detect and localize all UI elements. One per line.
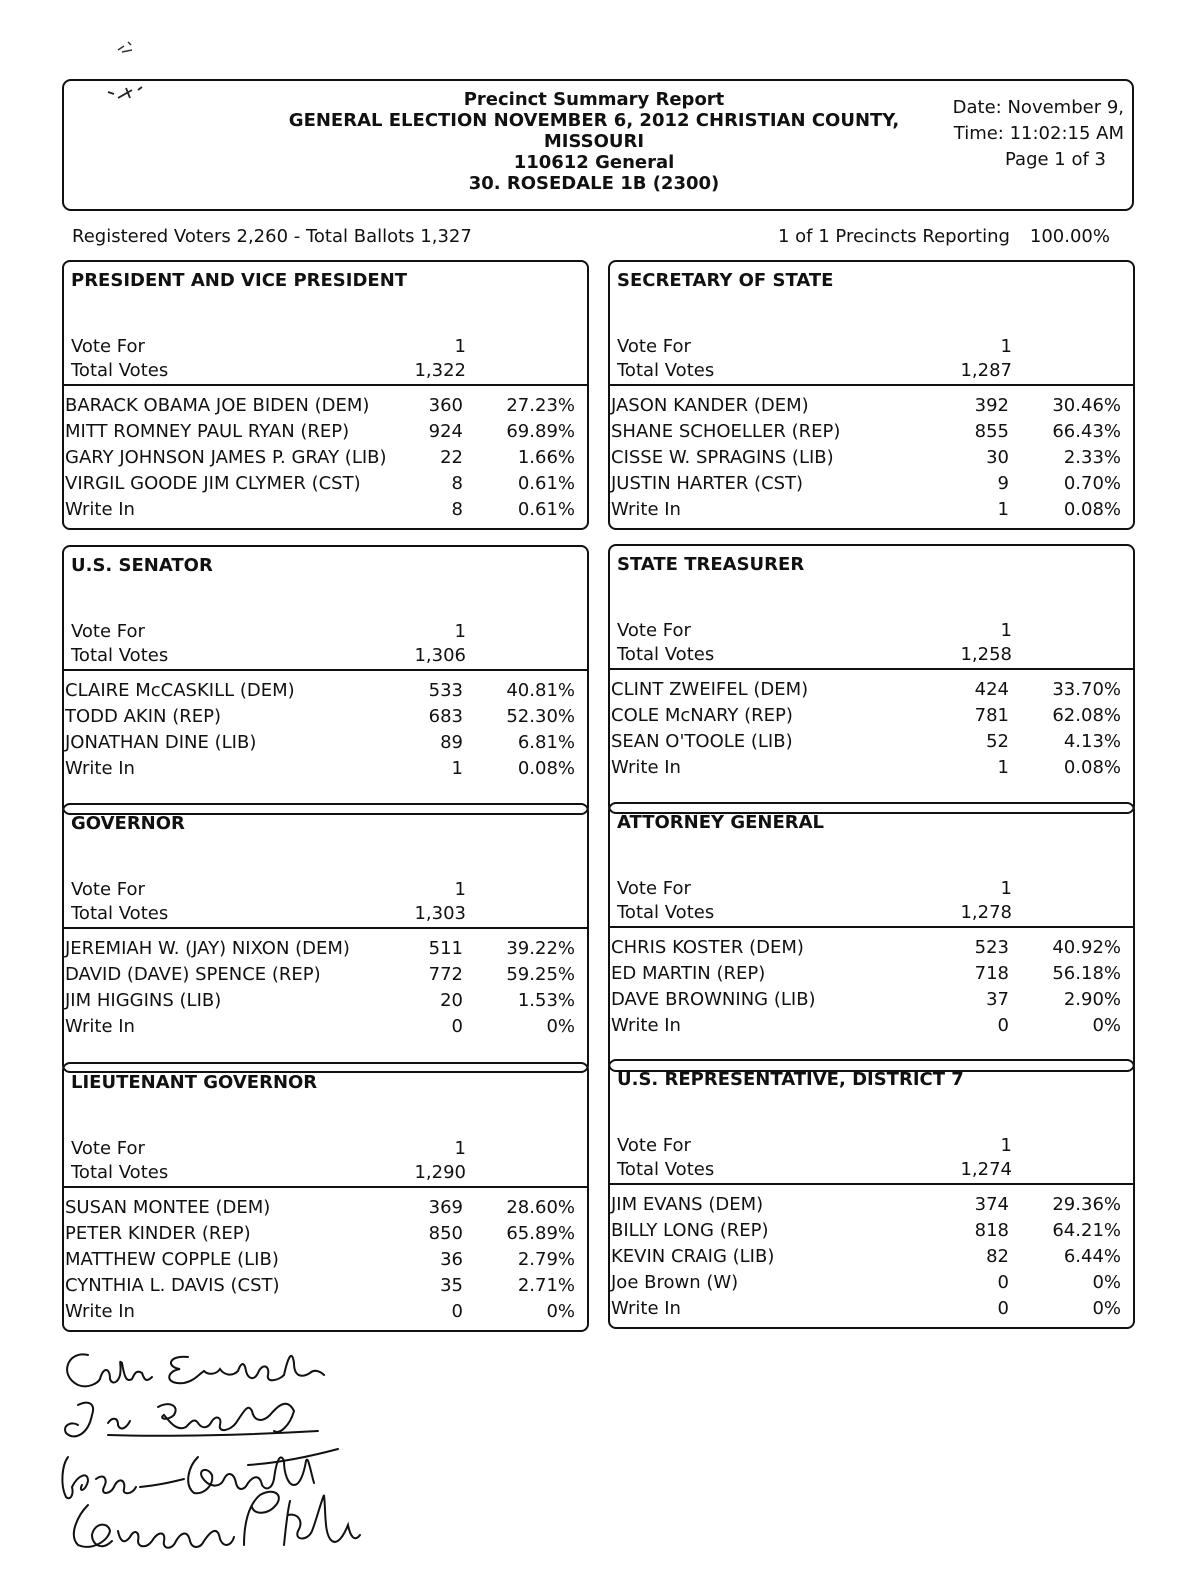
candidate-pct: 64.21% xyxy=(1052,1220,1121,1241)
candidate-name: Write In xyxy=(611,499,681,520)
race-meta xyxy=(71,878,571,926)
candidate-row xyxy=(65,393,587,419)
candidate-votes: 369 xyxy=(428,1197,463,1218)
candidate-votes: 850 xyxy=(428,1223,463,1244)
vote-for-value: 1 xyxy=(1000,620,1012,641)
total-votes-value: 1,278 xyxy=(960,902,1012,923)
candidate-name: CYNTHIA L. DAVIS (CST) xyxy=(65,1275,280,1296)
candidate-votes: 924 xyxy=(428,421,463,442)
vote-for-row xyxy=(617,877,1117,901)
race-meta xyxy=(71,335,571,383)
race-box xyxy=(608,544,1135,814)
candidate-name: Write In xyxy=(65,499,135,520)
candidate-pct: 56.18% xyxy=(1052,963,1121,984)
race-box xyxy=(62,545,589,815)
candidate-row xyxy=(65,988,587,1014)
race-meta xyxy=(617,877,1117,925)
total-votes-label: Total Votes xyxy=(617,1159,715,1180)
race-divider xyxy=(64,384,587,386)
total-votes-label: Total Votes xyxy=(71,360,169,381)
candidate-pct: 6.44% xyxy=(1063,1246,1121,1267)
candidate-name: JONATHAN DINE (LIB) xyxy=(65,732,257,753)
candidate-name: Write In xyxy=(65,758,135,779)
candidate-pct: 33.70% xyxy=(1052,679,1121,700)
total-votes-row xyxy=(617,643,1117,667)
candidate-row xyxy=(65,1299,587,1325)
candidate-name: KEVIN CRAIG (LIB) xyxy=(611,1246,775,1267)
candidate-row xyxy=(65,1014,587,1040)
candidate-votes: 424 xyxy=(974,679,1009,700)
candidate-pct: 0.08% xyxy=(1063,499,1121,520)
precinct-name: 30. ROSEDALE 1B (2300) xyxy=(468,173,720,194)
candidate-name: Write In xyxy=(65,1016,135,1037)
candidate-votes: 22 xyxy=(440,447,463,468)
candidate-pct: 66.43% xyxy=(1052,421,1121,442)
candidate-row xyxy=(65,1273,587,1299)
candidate-votes: 781 xyxy=(974,705,1009,726)
vote-for-value: 1 xyxy=(454,621,466,642)
vote-for-label: Vote For xyxy=(71,1138,145,1159)
vote-for-value: 1 xyxy=(454,879,466,900)
race-divider xyxy=(64,927,587,929)
vote-for-row xyxy=(617,335,1117,359)
race-box xyxy=(608,1059,1135,1329)
candidate-row xyxy=(611,497,1133,523)
candidate-name: BILLY LONG (REP) xyxy=(611,1220,769,1241)
total-votes-value: 1,306 xyxy=(414,645,466,666)
candidate-name: CLINT ZWEIFEL (DEM) xyxy=(611,679,809,700)
candidate-votes: 718 xyxy=(974,963,1009,984)
candidate-row xyxy=(611,1013,1133,1039)
total-votes-label: Total Votes xyxy=(617,644,715,665)
page-number: Page 1 of 3 xyxy=(1005,149,1106,170)
candidate-pct: 2.90% xyxy=(1063,989,1121,1010)
candidate-pct: 62.08% xyxy=(1052,705,1121,726)
candidate-pct: 0.08% xyxy=(517,758,575,779)
candidate-pct: 27.23% xyxy=(506,395,575,416)
race-box xyxy=(62,260,589,530)
candidate-pct: 40.92% xyxy=(1052,937,1121,958)
signatures xyxy=(48,1345,378,1560)
candidate-votes: 392 xyxy=(974,395,1009,416)
vote-for-row xyxy=(71,620,571,644)
precincts-reporting-pct: 100.00% xyxy=(1029,226,1110,247)
race-title: PRESIDENT AND VICE PRESIDENT xyxy=(71,270,408,291)
candidate-row xyxy=(611,1218,1133,1244)
candidate-pct: 65.89% xyxy=(506,1223,575,1244)
total-votes-row xyxy=(71,359,571,383)
precincts-reporting-label: 1 of 1 Precincts Reporting xyxy=(778,226,1010,247)
race-title: U.S. SENATOR xyxy=(71,555,213,576)
candidate-list xyxy=(65,1195,587,1325)
vote-for-label: Vote For xyxy=(617,336,691,357)
total-votes-label: Total Votes xyxy=(617,360,715,381)
registered-voters: Registered Voters 2,260 - Total Ballots 1,327 xyxy=(72,226,472,247)
candidate-name: JUSTIN HARTER (CST) xyxy=(611,473,804,494)
candidate-name: JIM HIGGINS (LIB) xyxy=(65,990,222,1011)
election-line1: GENERAL ELECTION NOVEMBER 6, 2012 CHRISTIAN COUNTY, xyxy=(288,110,900,131)
candidate-pct: 0.61% xyxy=(517,473,575,494)
total-votes-label: Total Votes xyxy=(617,902,715,923)
candidate-name: Write In xyxy=(611,1298,681,1319)
race-title: ATTORNEY GENERAL xyxy=(617,812,825,833)
candidate-name: DAVID (DAVE) SPENCE (REP) xyxy=(65,964,321,985)
candidate-votes: 82 xyxy=(986,1246,1009,1267)
candidate-name: MATTHEW COPPLE (LIB) xyxy=(65,1249,279,1270)
race-divider xyxy=(610,1183,1133,1185)
candidate-row xyxy=(611,935,1133,961)
total-votes-value: 1,258 xyxy=(960,644,1012,665)
race-box xyxy=(608,802,1135,1072)
candidate-row xyxy=(65,419,587,445)
race-title: U.S. REPRESENTATIVE, DISTRICT 7 xyxy=(617,1069,964,1090)
total-votes-label: Total Votes xyxy=(71,903,169,924)
candidate-pct: 28.60% xyxy=(506,1197,575,1218)
candidate-row xyxy=(65,730,587,756)
candidate-name: Write In xyxy=(611,757,681,778)
candidate-name: TODD AKIN (REP) xyxy=(65,706,221,727)
candidate-votes: 0 xyxy=(451,1016,463,1037)
candidate-votes: 533 xyxy=(428,680,463,701)
race-meta xyxy=(617,1134,1117,1182)
candidate-list xyxy=(611,393,1133,523)
candidate-votes: 0 xyxy=(451,1301,463,1322)
candidate-pct: 4.13% xyxy=(1063,731,1121,752)
candidate-votes: 1 xyxy=(997,499,1009,520)
candidate-row xyxy=(611,1192,1133,1218)
candidate-pct: 40.81% xyxy=(506,680,575,701)
total-votes-row xyxy=(71,1161,571,1185)
candidate-name: BARACK OBAMA JOE BIDEN (DEM) xyxy=(65,395,370,416)
candidate-votes: 52 xyxy=(986,731,1009,752)
vote-for-row xyxy=(71,1137,571,1161)
candidate-votes: 1 xyxy=(997,757,1009,778)
candidate-row xyxy=(611,1296,1133,1322)
candidate-name: Write In xyxy=(611,1015,681,1036)
candidate-name: JEREMIAH W. (JAY) NIXON (DEM) xyxy=(65,938,350,959)
candidate-row xyxy=(65,1221,587,1247)
vote-for-row xyxy=(71,878,571,902)
candidate-votes: 8 xyxy=(451,499,463,520)
candidate-votes: 30 xyxy=(986,447,1009,468)
candidate-row xyxy=(65,936,587,962)
vote-for-row xyxy=(617,1134,1117,1158)
total-votes-row xyxy=(617,1158,1117,1182)
candidate-name: SEAN O'TOOLE (LIB) xyxy=(611,731,793,752)
report-title: Precinct Summary Report xyxy=(463,89,725,110)
vote-for-value: 1 xyxy=(1000,336,1012,357)
race-box xyxy=(608,260,1135,530)
precincts-reporting xyxy=(778,226,1110,247)
candidate-row xyxy=(65,962,587,988)
report-meta xyxy=(953,95,1124,173)
vote-for-label: Vote For xyxy=(71,621,145,642)
race-meta xyxy=(71,620,571,668)
candidate-row xyxy=(65,497,587,523)
candidate-row xyxy=(65,445,587,471)
candidate-list xyxy=(65,393,587,523)
race-title: SECRETARY OF STATE xyxy=(617,270,834,291)
candidate-list xyxy=(611,935,1133,1039)
vote-for-label: Vote For xyxy=(71,879,145,900)
candidate-votes: 374 xyxy=(974,1194,1009,1215)
total-votes-row xyxy=(71,902,571,926)
race-divider xyxy=(64,1186,587,1188)
vote-for-value: 1 xyxy=(1000,1135,1012,1156)
candidate-votes: 855 xyxy=(974,421,1009,442)
vote-for-value: 1 xyxy=(454,336,466,357)
candidate-name: GARY JOHNSON JAMES P. GRAY (LIB) xyxy=(65,447,387,468)
candidate-row xyxy=(611,1270,1133,1296)
candidate-votes: 1 xyxy=(451,758,463,779)
candidate-votes: 35 xyxy=(440,1275,463,1296)
total-votes-value: 1,303 xyxy=(414,903,466,924)
candidate-list xyxy=(611,1192,1133,1322)
race-box xyxy=(62,803,589,1073)
candidate-row xyxy=(65,678,587,704)
candidate-row xyxy=(65,471,587,497)
candidate-list xyxy=(65,678,587,782)
candidate-name: CLAIRE McCASKILL (DEM) xyxy=(65,680,295,701)
candidate-row xyxy=(65,756,587,782)
candidate-votes: 360 xyxy=(428,395,463,416)
candidate-votes: 683 xyxy=(428,706,463,727)
vote-for-label: Vote For xyxy=(71,336,145,357)
candidate-row xyxy=(611,987,1133,1013)
candidate-votes: 36 xyxy=(440,1249,463,1270)
total-votes-value: 1,287 xyxy=(960,360,1012,381)
candidate-votes: 511 xyxy=(428,938,463,959)
vote-for-value: 1 xyxy=(1000,878,1012,899)
candidate-votes: 523 xyxy=(974,937,1009,958)
report-header xyxy=(62,79,1134,211)
candidate-votes: 0 xyxy=(997,1272,1009,1293)
total-votes-value: 1,322 xyxy=(414,360,466,381)
candidate-votes: 0 xyxy=(997,1298,1009,1319)
candidate-votes: 818 xyxy=(974,1220,1009,1241)
candidate-row xyxy=(611,755,1133,781)
candidate-pct: 59.25% xyxy=(506,964,575,985)
candidate-pct: 39.22% xyxy=(506,938,575,959)
candidate-pct: 0% xyxy=(546,1301,575,1322)
candidate-votes: 37 xyxy=(986,989,1009,1010)
total-votes-value: 1,290 xyxy=(414,1162,466,1183)
candidate-pct: 6.81% xyxy=(517,732,575,753)
total-votes-row xyxy=(71,644,571,668)
candidate-row xyxy=(65,704,587,730)
candidate-row xyxy=(611,445,1133,471)
candidate-row xyxy=(611,961,1133,987)
candidate-pct: 2.71% xyxy=(517,1275,575,1296)
candidate-row xyxy=(611,471,1133,497)
candidate-votes: 772 xyxy=(428,964,463,985)
candidate-votes: 8 xyxy=(451,473,463,494)
race-meta xyxy=(71,1137,571,1185)
total-votes-label: Total Votes xyxy=(71,645,169,666)
candidate-pct: 30.46% xyxy=(1052,395,1121,416)
candidate-name: SUSAN MONTEE (DEM) xyxy=(65,1197,271,1218)
vote-for-row xyxy=(71,335,571,359)
candidate-pct: 0% xyxy=(546,1016,575,1037)
election-code: 110612 General xyxy=(513,152,675,173)
race-title: GOVERNOR xyxy=(71,813,185,834)
race-title: LIEUTENANT GOVERNOR xyxy=(71,1072,318,1093)
candidate-votes: 89 xyxy=(440,732,463,753)
candidate-name: CHRIS KOSTER (DEM) xyxy=(611,937,804,958)
vote-for-label: Vote For xyxy=(617,620,691,641)
race-box xyxy=(62,1062,589,1332)
race-divider xyxy=(610,926,1133,928)
race-meta xyxy=(617,335,1117,383)
candidate-name: COLE McNARY (REP) xyxy=(611,705,793,726)
race-divider xyxy=(610,668,1133,670)
report-title-block xyxy=(264,89,924,194)
candidate-pct: 0% xyxy=(1092,1298,1121,1319)
candidate-pct: 0.70% xyxy=(1063,473,1121,494)
candidate-row xyxy=(611,419,1133,445)
candidate-votes: 9 xyxy=(997,473,1009,494)
candidate-name: Joe Brown (W) xyxy=(611,1272,739,1293)
candidate-row xyxy=(611,729,1133,755)
candidate-pct: 2.79% xyxy=(517,1249,575,1270)
report-date: Date: November 9, xyxy=(952,97,1124,118)
candidate-list xyxy=(611,677,1133,781)
candidate-list xyxy=(65,936,587,1040)
candidate-pct: 29.36% xyxy=(1052,1194,1121,1215)
total-votes-row xyxy=(617,359,1117,383)
total-votes-label: Total Votes xyxy=(71,1162,169,1183)
candidate-name: Write In xyxy=(65,1301,135,1322)
candidate-row xyxy=(65,1247,587,1273)
candidate-row xyxy=(65,1195,587,1221)
vote-for-label: Vote For xyxy=(617,1135,691,1156)
candidate-name: ED MARTIN (REP) xyxy=(611,963,766,984)
candidate-row xyxy=(611,1244,1133,1270)
candidate-pct: 52.30% xyxy=(506,706,575,727)
candidate-row xyxy=(611,703,1133,729)
candidate-pct: 69.89% xyxy=(506,421,575,442)
race-meta xyxy=(617,619,1117,667)
candidate-votes: 0 xyxy=(997,1015,1009,1036)
race-divider xyxy=(64,669,587,671)
candidate-votes: 20 xyxy=(440,990,463,1011)
candidate-pct: 1.53% xyxy=(517,990,575,1011)
candidate-name: DAVE BROWNING (LIB) xyxy=(611,989,816,1010)
candidate-name: VIRGIL GOODE JIM CLYMER (CST) xyxy=(65,473,361,494)
candidate-name: JIM EVANS (DEM) xyxy=(611,1194,764,1215)
vote-for-value: 1 xyxy=(454,1138,466,1159)
candidate-row xyxy=(611,393,1133,419)
vote-for-label: Vote For xyxy=(617,878,691,899)
report-time: Time: 11:02:15 AM xyxy=(953,123,1124,144)
candidate-pct: 0% xyxy=(1092,1015,1121,1036)
election-line2: MISSOURI xyxy=(543,131,645,152)
candidate-row xyxy=(611,677,1133,703)
candidate-pct: 0% xyxy=(1092,1272,1121,1293)
candidate-name: MITT ROMNEY PAUL RYAN (REP) xyxy=(65,421,350,442)
vote-for-row xyxy=(617,619,1117,643)
candidate-pct: 1.66% xyxy=(517,447,575,468)
candidate-name: PETER KINDER (REP) xyxy=(65,1223,251,1244)
candidate-name: SHANE SCHOELLER (REP) xyxy=(611,421,841,442)
total-votes-row xyxy=(617,901,1117,925)
candidate-name: JASON KANDER (DEM) xyxy=(611,395,809,416)
candidate-pct: 2.33% xyxy=(1063,447,1121,468)
race-title: STATE TREASURER xyxy=(617,554,805,575)
candidate-pct: 0.08% xyxy=(1063,757,1121,778)
total-votes-value: 1,274 xyxy=(960,1159,1012,1180)
candidate-name: CISSE W. SPRAGINS (LIB) xyxy=(611,447,834,468)
candidate-pct: 0.61% xyxy=(517,499,575,520)
race-divider xyxy=(610,384,1133,386)
